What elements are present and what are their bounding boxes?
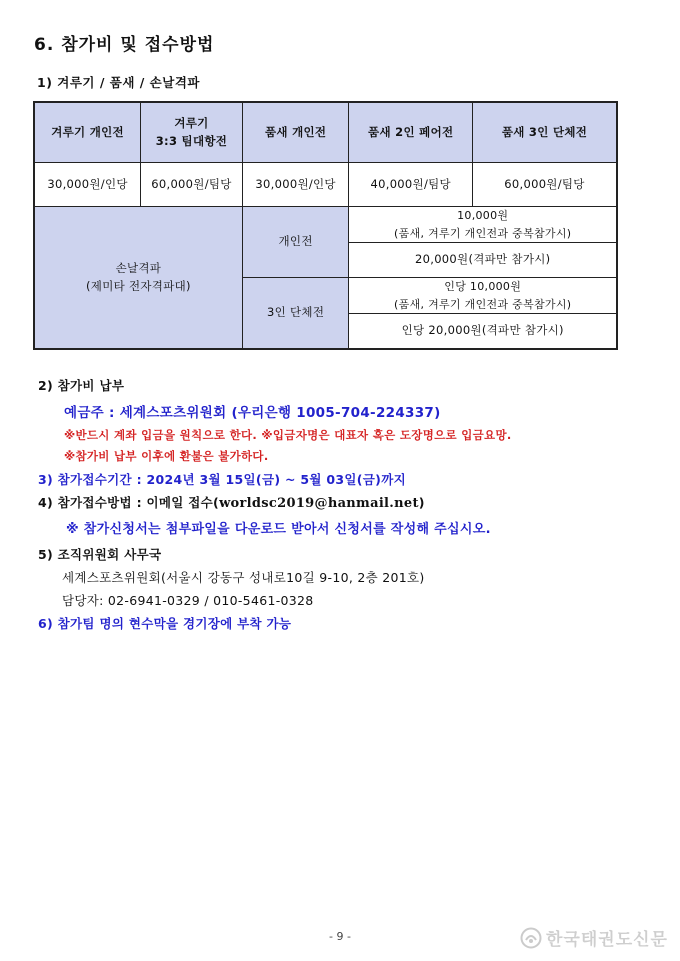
subsection-fees-title: 1) 겨루기 / 품새 / 손날격파 [37, 75, 200, 90]
office-address: 세계스포츠위원회(서울시 강동구 성내로10길 9-10, 2층 201호) [62, 570, 425, 585]
header-sparring-individual: 겨루기 개인전 [34, 102, 141, 163]
newspaper-logo-icon [520, 927, 542, 949]
breaking-individual-fee-combined: 10,000원 (품새, 겨루기 개인전과 중복참가시) [349, 207, 617, 243]
header-poomsae-pair: 품새 2인 페어전 [349, 102, 473, 163]
fee-sparring-team: 60,000원/팀당 [141, 163, 243, 207]
payment-title: 2) 참가비 납부 [38, 378, 125, 393]
payment-note-2: ※참가비 납부 이후에 환불은 불가하다. [64, 449, 269, 463]
breaking-team-fee-only: 인당 20,000원(격파만 참가시) [349, 314, 617, 350]
breaking-individual-label: 개인전 [242, 207, 349, 278]
email-address: worldsc2019@hanmail.net [219, 496, 419, 511]
header-poomsae-team: 품새 3인 단체전 [473, 102, 618, 163]
fee-sparring-individual: 30,000원/인당 [34, 163, 141, 207]
payment-note-1: ※반드시 계좌 입금을 원칙으로 한다. ※입금자명은 대표자 혹은 도장명으로 입금요망. [64, 428, 512, 442]
breaking-team-label: 3인 단체전 [242, 278, 349, 350]
header-sparring-team: 겨루기 3:3 팀대항전 [141, 102, 243, 163]
banner-note: 6) 참가팀 명의 현수막을 경기장에 부착 가능 [38, 616, 292, 631]
office-title: 5) 조직위원회 사무국 [38, 547, 162, 562]
application-method: 4) 참가접수방법 : 이메일 접수(worldsc2019@hanmail.net) [38, 495, 425, 511]
breaking-individual-fee-only: 20,000원(격파만 참가시) [349, 243, 617, 278]
header-poomsae-individual: 품새 개인전 [242, 102, 349, 163]
section-title: 6. 참가비 및 접수방법 [34, 35, 215, 55]
breaking-team-fee-combined: 인당 10,000원 (품새, 겨루기 개인전과 중복참가시) [349, 278, 617, 314]
fee-poomsae-team: 60,000원/팀당 [473, 163, 618, 207]
breaking-category-cell: 손날격파 (제미타 전자격파대) [34, 207, 242, 350]
application-method-note: ※ 참가신청서는 첨부파일을 다운로드 받아서 신청서를 작성해 주십시오. [66, 522, 491, 537]
fee-table [33, 101, 618, 350]
application-period: 3) 참가접수기간 : 2024년 3월 15일(금) ~ 5월 03일(금)까지 [38, 472, 406, 487]
payment-account: 예금주 : 세계스포츠위원회 (우리은행 1005-704-224337) [64, 405, 441, 421]
office-contact: 담당자: 02-6941-0329 / 010-5461-0328 [62, 593, 314, 608]
fee-poomsae-pair: 40,000원/팀당 [349, 163, 473, 207]
fee-poomsae-individual: 30,000원/인당 [242, 163, 349, 207]
newspaper-watermark: 한국태권도신문 [520, 925, 668, 950]
page-number: - 9 - [329, 930, 351, 943]
